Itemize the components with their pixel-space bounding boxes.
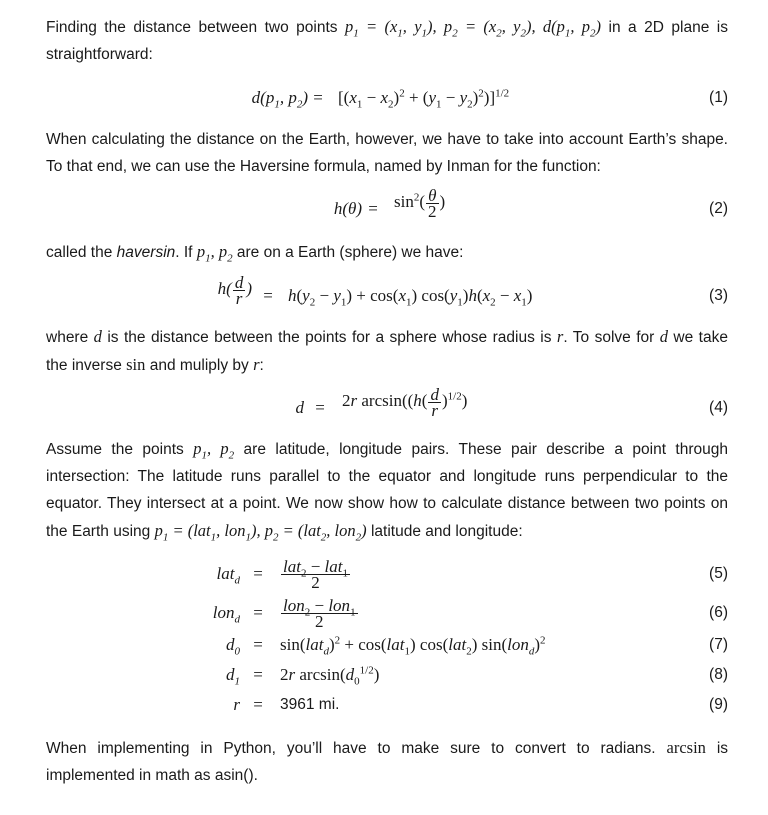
latlon-paragraph: Assume the points $p_1$, $p_2$ are latitude, longitude pairs. These pair describe a point through intersection: The latitude runs parallel to the equator and longitude runs perpendicular to the equator. They intersect at a point. We now show how to calculate distance between two points on the Earth using $p_1 = (lat_1$, lon$_1$), $p_2 = (lat_2$, lon$_2$) latitude and longitude:	[46, 439, 729, 544]
eq4-relation: =	[315, 398, 325, 417]
eq4-lhs: d	[295, 398, 304, 417]
eq3-number: (3)	[709, 287, 728, 304]
eq1-lhs: $d(p_1$, $p_2$)	[251, 88, 308, 111]
eq8-rhs: 2r $\arcsin(d_0^{1/2})$	[280, 664, 380, 688]
eq7-relation: =	[253, 635, 263, 654]
eq5-rhs: $\frac{lat_2 - lat_1}{2}$	[283, 556, 348, 592]
eq5-relation: =	[253, 564, 263, 583]
python-paragraph: When implementing in Python, you’ll have to make sure to convert to radians. arcsin is implemented in math as asin().	[46, 738, 729, 784]
eq7-number: (7)	[709, 636, 728, 653]
eq3-rhs: $h(y_2 - y_1) + \cos(x_1) \cos(y_1)h(x_2 - x_1)$	[288, 286, 533, 309]
eq1-rhs: $[(x_1 - x_2)^2 + (y_1 - y_2)^2)]^{1/2}$	[338, 87, 510, 111]
arcsin-term: arcsin	[666, 738, 706, 757]
eq9-relation: =	[253, 695, 263, 714]
equation-3	[0, 272, 768, 311]
equation-1	[0, 83, 768, 113]
eq2-rhs: $\sin^2$( $\frac{\theta}{2}$ )	[394, 185, 446, 221]
eq9-number: (9)	[709, 696, 728, 713]
eq9-rhs: 3961 mi.	[280, 696, 340, 713]
eq2-number: (2)	[709, 200, 728, 217]
equation-7	[0, 630, 768, 660]
eq3-lhs: h( $\frac{d}{r}$ )	[217, 272, 252, 308]
eq5-number: (5)	[709, 565, 728, 582]
eq6-rhs: $\frac{lon_2 - lon_1}{2}$	[283, 595, 356, 631]
eq6-lhs: lon$_d$	[212, 603, 240, 626]
eq9-lhs: r	[233, 695, 240, 714]
eq1-number: (1)	[709, 89, 728, 106]
para5-latlon-math: $p_1 = (lat_1$, lon$_1$), $p_2 = (lat_2$, lon$_2$)	[154, 521, 367, 544]
eq7-rhs: $\sin(lat_d)^2 + \cos(lat_1)$ cos(lat$_2$) $\sin(lon_d)^2$	[280, 634, 546, 658]
para3-points-math: $p_1$, $p_2$	[196, 242, 233, 265]
eq6-relation: =	[253, 603, 263, 622]
haversine-paragraph: When calculating the distance on the Earth, however, we have to take into account Earth’s shape. To that end, we can use the Haversine formula, named by Inman for the function:	[46, 131, 728, 175]
eq4-rhs: 2r arcsin((h( $\frac{d}{r}$ )$^{1/2}$)	[342, 384, 468, 420]
eq8-lhs: $d_1$	[226, 665, 240, 688]
equation-9	[0, 690, 768, 720]
equation-8	[0, 660, 768, 690]
eq7-lhs: $d_0$	[226, 635, 240, 658]
haversin-term: haversin	[116, 244, 176, 261]
eq8-number: (8)	[709, 666, 728, 683]
equation-4	[0, 384, 768, 423]
inverse-paragraph: where d is the distance between the points for a sphere whose radius is r. To solve for d we take the inverse sin and muliply by r:	[46, 327, 728, 374]
eq3-relation: =	[263, 286, 273, 305]
haversin-paragraph: called the haversin. If $p_1$, $p_2$ are on a Earth (sphere) we have:	[46, 242, 464, 265]
equation-5	[0, 556, 768, 592]
eq4-number: (4)	[709, 399, 728, 416]
equation-2	[0, 185, 768, 224]
eq2-lhs: h(θ)	[333, 199, 362, 218]
para5-points-math: $p_1$, $p_2$	[193, 439, 235, 462]
eq2-relation: =	[368, 199, 378, 218]
eq1-relation: =	[313, 88, 323, 107]
eq5-lhs: lat$_d$	[216, 564, 240, 587]
equation-6	[0, 595, 768, 631]
eq6-number: (6)	[709, 604, 728, 621]
intro-points-math: $p_1 = (x_1$, $y_1$), $p_2 = (x_2$, $y_2$), $d(p_1$, $p_2$)	[345, 17, 602, 40]
eq8-relation: =	[253, 665, 263, 684]
intro-paragraph: Finding the distance between two points $p_1 = (x_1$, $y_1$), $p_2 = (x_2$, $y_2$), $d(p_1$, $p_2$) in a 2D plane is straightforward:	[46, 17, 728, 63]
